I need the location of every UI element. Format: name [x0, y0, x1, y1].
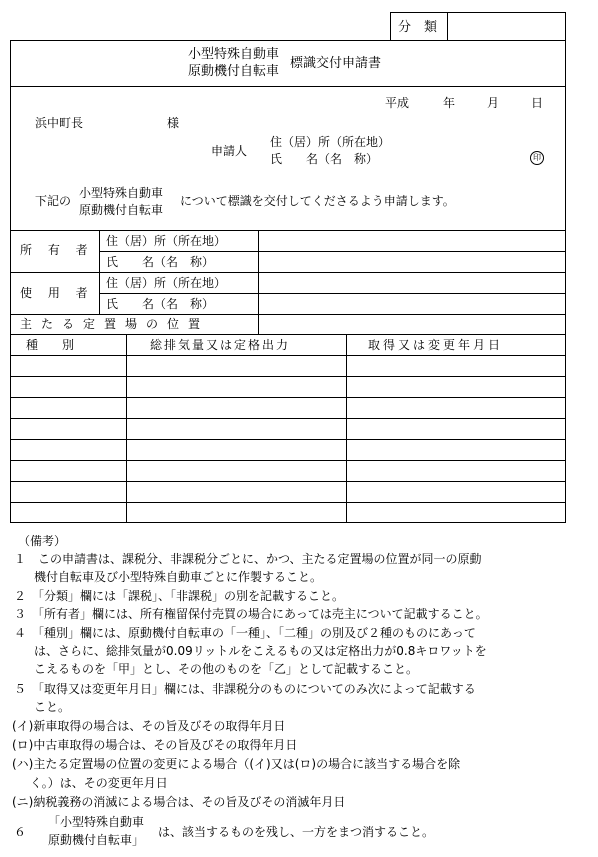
- form-title-suffix: 標識交付申請書: [290, 56, 382, 71]
- user-name-label: 氏 名（名 称）: [106, 297, 215, 311]
- table-cell[interactable]: [11, 503, 126, 522]
- applicant-name-label: 氏 名（名 称）: [270, 152, 379, 166]
- note-6-number: ６: [14, 825, 27, 839]
- owner-label: 所 有 者: [20, 243, 94, 257]
- note-line: １ この申請書は、課税分、非課税分ごとに、かつ、主たる定置場の位置が同一の原動: [14, 552, 482, 566]
- applicant-address-label: 住（居）所（所在地）: [270, 135, 391, 149]
- statement-line2: 原動機付自転車: [79, 203, 164, 217]
- note-line: 機付自転車及び小型特殊自動車ごとに作製すること。: [34, 570, 323, 584]
- notes-title: （備考）: [18, 534, 67, 548]
- applicant-label: 申請人: [211, 144, 248, 158]
- table-cell[interactable]: [347, 356, 565, 375]
- table-cell[interactable]: [347, 482, 565, 501]
- addressee-honorific: 様: [167, 116, 180, 130]
- party-value-divider: [258, 230, 259, 334]
- note-line: ３ 「所有者」欄には、所有権留保付売買の場合にあっては売主について記載すること。: [14, 607, 488, 621]
- storage-location-field[interactable]: [260, 316, 564, 333]
- table-header-date: 取得又は変更年月日: [368, 338, 504, 352]
- table-cell[interactable]: [127, 461, 346, 480]
- date-month: 月: [487, 96, 500, 110]
- note-line: こえるものを「甲」とし、その他のものを「乙」として記載すること。: [34, 662, 419, 676]
- user-address-label: 住（居）所（所在地）: [106, 276, 227, 290]
- statement-line1: 小型特殊自動車: [79, 186, 164, 200]
- table-cell[interactable]: [347, 461, 565, 480]
- note-line: こと。: [34, 700, 71, 714]
- table-header-type: 種 別: [26, 338, 75, 352]
- table-cell[interactable]: [11, 398, 126, 417]
- table-cell[interactable]: [127, 377, 346, 396]
- date-era: 平成: [385, 96, 410, 110]
- note-6-bracket-line2: 原動機付自転車」: [48, 833, 145, 847]
- table-cell[interactable]: [11, 377, 126, 396]
- classification-value-field[interactable]: [448, 13, 565, 40]
- row-line: [10, 314, 566, 315]
- title-divider: [10, 86, 566, 87]
- form-title-line1: 小型特殊自動車: [188, 47, 280, 62]
- table-cell[interactable]: [11, 482, 126, 501]
- user-address-field[interactable]: [260, 274, 564, 292]
- table-cell[interactable]: [127, 440, 346, 459]
- row-line: [10, 334, 566, 335]
- note-line: ２ 「分類」欄には「課税」、「非課税」の別を記載すること。: [14, 589, 345, 603]
- date-year: 年: [443, 96, 456, 110]
- owner-address-field[interactable]: [260, 232, 564, 250]
- table-cell[interactable]: [127, 398, 346, 417]
- owner-name-field[interactable]: [260, 253, 564, 271]
- date-day: 日: [531, 96, 544, 110]
- table-cell[interactable]: [127, 356, 346, 375]
- addressee-name: 浜中町長: [35, 116, 84, 130]
- row-line: [10, 272, 566, 273]
- note-line: く。）は、その変更年月日: [30, 776, 168, 790]
- seal-mark: 印: [530, 151, 544, 165]
- note-6-bracket-line1: 「小型特殊自動車: [48, 815, 145, 829]
- form-title-line2: 原動機付自転車: [188, 64, 280, 79]
- note-line: (ニ)納税義務の消滅による場合は、その旨及びその消滅年月日: [12, 795, 346, 809]
- table-cell[interactable]: [347, 398, 565, 417]
- owner-name-label: 氏 名（名 称）: [106, 255, 215, 269]
- note-line: ４ 「種別」欄には、原動機付自転車の「一種」、「二種」の別及び２種のものにあって: [14, 626, 476, 640]
- storage-location-label: 主たる定置場の位置: [20, 317, 210, 331]
- table-cell[interactable]: [347, 377, 565, 396]
- table-cell[interactable]: [127, 503, 346, 522]
- row-line: [99, 251, 566, 252]
- note-line: (イ)新車取得の場合は、その旨及びその取得年月日: [12, 719, 286, 733]
- table-cell[interactable]: [11, 461, 126, 480]
- table-header-displacement: 総排気量又は定格出力: [150, 338, 291, 352]
- note-line: (ロ)中古車取得の場合は、その旨及びその取得年月日: [12, 738, 298, 752]
- note-6-suffix: は、該当するものを残し、一方をまつ消すること。: [158, 825, 435, 839]
- user-label: 使 用 者: [20, 286, 94, 300]
- table-cell[interactable]: [11, 440, 126, 459]
- note-line: (ハ)主たる定置場の位置の変更による場合（(イ)又は(ロ)の場合に該当する場合を除: [12, 757, 461, 771]
- classification-label: 分 類: [398, 20, 438, 35]
- table-cell[interactable]: [11, 419, 126, 438]
- row-line: [99, 293, 566, 294]
- table-cell[interactable]: [347, 503, 565, 522]
- statement-prefix: 下記の: [35, 194, 72, 208]
- note-line: ５ 「取得又は変更年月日」欄には、非課税分のものについてのみ次によって記載する: [14, 682, 476, 696]
- section-divider: [10, 230, 566, 231]
- statement-suffix: について標識を交付してくださるよう申請します。: [180, 194, 455, 208]
- user-name-field[interactable]: [260, 295, 564, 313]
- table-cell[interactable]: [127, 482, 346, 501]
- note-line: は、さらに、総排気量が0.09リットルをこえるもの又は定格出力が0.8キロワットを: [34, 644, 487, 658]
- table-cell[interactable]: [127, 419, 346, 438]
- table-cell[interactable]: [347, 440, 565, 459]
- owner-address-label: 住（居）所（所在地）: [106, 234, 227, 248]
- table-cell[interactable]: [11, 356, 126, 375]
- table-cell[interactable]: [347, 419, 565, 438]
